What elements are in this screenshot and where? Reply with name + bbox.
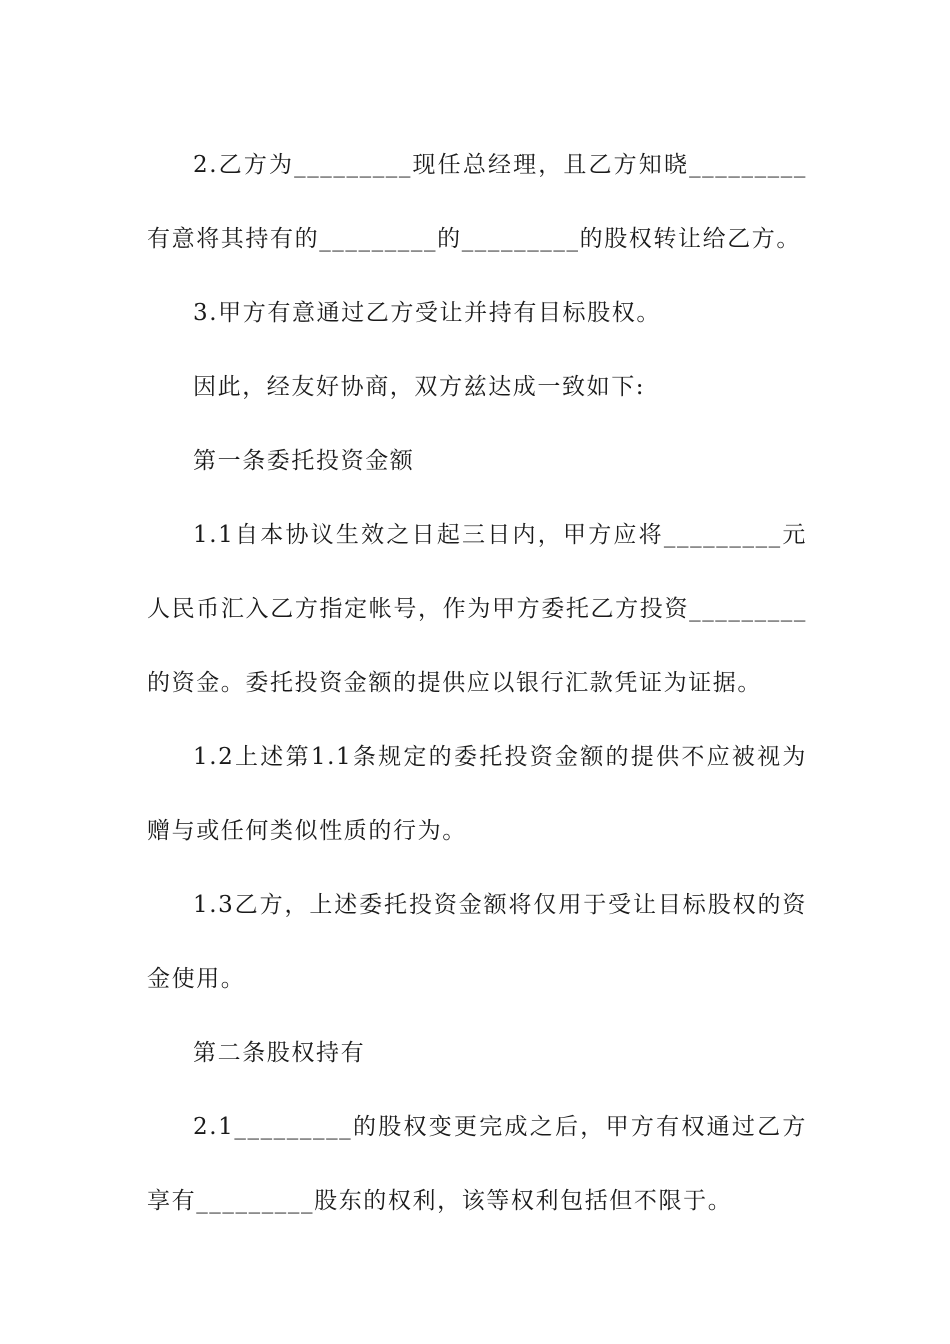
article-1-heading: 第一条委托投资金额 (193, 448, 415, 474)
paragraph-party-b-role: 2.乙方为_________现任总经理，且乙方知晓_________有意将其持有的_________的_________的股权转让给乙方。 (147, 152, 807, 252)
paragraph-agreement-intro: 因此，经友好协商，双方兹达成一致如下: (193, 374, 646, 400)
clause-1-1: 1.1自本协议生效之日起三日内，甲方应将_________元人民币汇入乙方指定帐号，作为甲方委托乙方投资_________的资金。委托投资金额的提供应以银行汇款凭证为证据。 (147, 522, 807, 696)
article-2-heading: 第二条股权持有 (193, 1040, 366, 1066)
clause-1-2: 1.2上述第1.1条规定的委托投资金额的提供不应被视为赠与或任何类似性质的行为。 (147, 744, 807, 844)
clause-2-1: 2.1_________的股权变更完成之后，甲方有权通过乙方享有_________股东的权利，该等权利包括但不限于。 (147, 1114, 807, 1214)
clause-1-3: 1.3乙方，上述委托投资金额将仅用于受让目标股权的资金使用。 (147, 892, 807, 992)
document-page (147, 128, 807, 1238)
paragraph-party-a-intent: 3.甲方有意通过乙方受让并持有目标股权。 (193, 300, 661, 326)
